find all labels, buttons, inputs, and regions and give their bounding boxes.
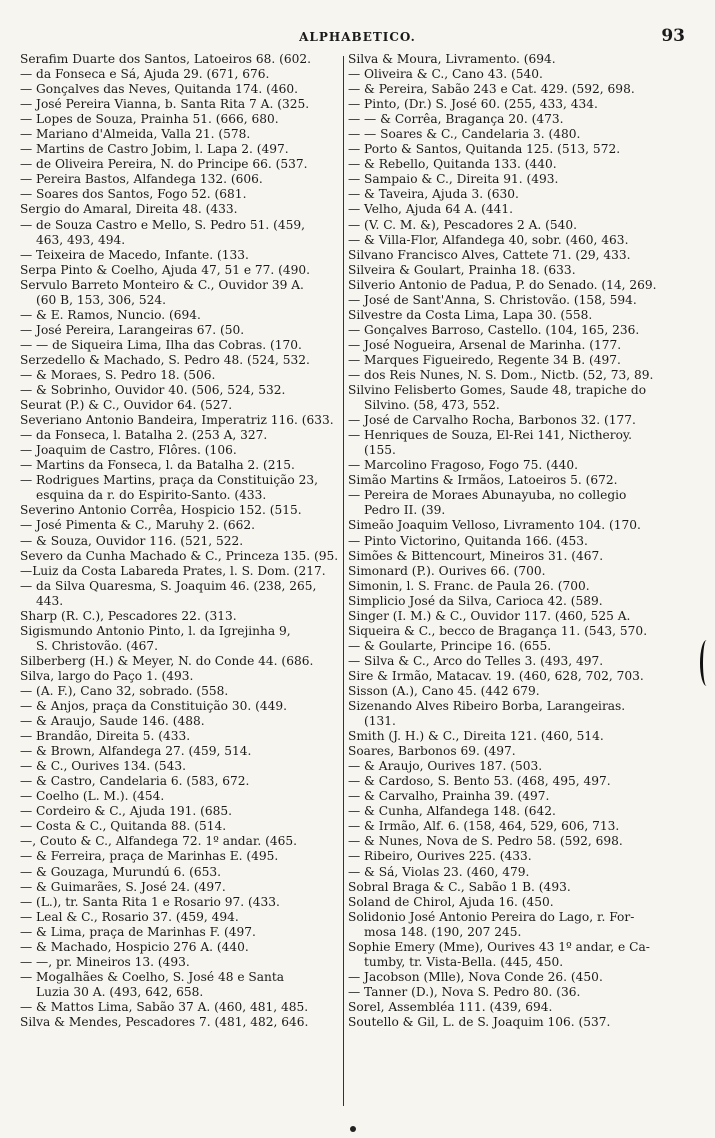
directory-entry: — & Cardoso, S. Bento 53. (468, 495, 497. <box>348 774 611 789</box>
directory-entry: — Lopes de Souza, Prainha 51. (666, 680. <box>20 112 279 127</box>
page-number: 93 <box>661 26 685 46</box>
directory-entry: — Pereira de Moraes Abunayuba, no collegio <box>348 488 627 503</box>
directory-entry: — Gonçalves das Neves, Quitanda 174. (460. <box>20 82 298 97</box>
footer-ornament <box>350 1126 356 1132</box>
directory-entry: Serpa Pinto & Coelho, Ajuda 47, 51 e 77. (490. <box>20 262 311 277</box>
directory-entry: — & Araujo, Ourives 187. (503. <box>348 759 543 774</box>
directory-entry: — Marques Figueiredo, Regente 34 B. (497. <box>348 352 621 367</box>
directory-entry: — de Oliveira Pereira, N. do Principe 66. (537. <box>20 157 308 172</box>
directory-entry: Silverio Antonio de Padua, P. do Senado. (14, 269. <box>348 277 657 292</box>
directory-entry: — (V. C. M. &), Pescadores 2 A. (540. <box>348 217 578 232</box>
directory-entry: Silberberg (H.) & Meyer, N. do Conde 44. (686. <box>20 653 314 668</box>
directory-entry: — Henriques de Souza, El-Rei 141, Nictheroy. <box>348 428 633 443</box>
directory-entry: — — de Siqueira Lima, Ilha das Cobras. (170. <box>20 337 302 352</box>
directory-entry-continuation: Luzia 30 A. (493, 642, 658. <box>36 984 204 999</box>
directory-entry: — & Irmão, Alf. 6. (158, 464, 529, 606, 713. <box>348 819 620 834</box>
directory-entry-continuation: (155. <box>364 443 396 458</box>
directory-entry: — — Soares & C., Candelaria 3. (480. <box>348 127 581 142</box>
directory-entry: — José de Carvalho Rocha, Barbonos 32. (177. <box>348 413 636 428</box>
directory-entry: Smith (J. H.) & C., Direita 121. (460, 514. <box>348 729 604 744</box>
directory-entry: — Coelho (L. M.). (454. <box>20 789 165 804</box>
right-column <box>348 52 693 1122</box>
directory-entry: Servulo Barreto Monteiro & C., Ouvidor 39 A. <box>20 277 304 292</box>
directory-entry: — & Moraes, S. Pedro 18. (506. <box>20 367 216 382</box>
directory-entry: Sergio do Amaral, Direita 48. (433. <box>20 202 238 217</box>
directory-entry: — & Cunha, Alfandega 148. (642. <box>348 804 556 819</box>
directory-entry: Sisson (A.), Cano 45. (442 679. <box>348 683 540 698</box>
directory-entry: — & Sá, Violas 23. (460, 479. <box>348 864 530 879</box>
directory-entry-continuation: tumby, tr. Vista-Bella. (445, 450. <box>364 954 564 969</box>
directory-entry-continuation: Pedro II. (39. <box>364 503 446 518</box>
directory-entry: — Mogalhães & Coelho, S. José 48 e Santa <box>20 969 285 984</box>
directory-entry: — —, pr. Mineiros 13. (493. <box>20 954 190 969</box>
directory-entry: Siqueira & C., becco de Bragança 11. (543, 570. <box>348 623 648 638</box>
directory-entry: Silvino Felisberto Gomes, Saude 48, trapiche do <box>348 383 647 398</box>
directory-entry: — & Carvalho, Prainha 39. (497. <box>348 789 550 804</box>
directory-entry: Silveira & Goulart, Prainha 18. (633. <box>348 262 576 277</box>
margin-bracket-mark <box>700 640 713 686</box>
directory-entry: Sharp (R. C.), Pescadores 22. (313. <box>20 608 237 623</box>
directory-entry-continuation: esquina da r. do Espirito-Santo. (433. <box>36 488 267 503</box>
directory-entry: — Marcolino Fragoso, Fogo 75. (440. <box>348 458 578 473</box>
directory-entry: Silva, largo do Paço 1. (493. <box>20 668 194 683</box>
directory-entry: — da Silva Quaresma, S. Joaquim 46. (238, 265, <box>20 578 317 593</box>
directory-entry: Solidonio José Antonio Pereira do Lago, r. For- <box>348 909 635 924</box>
directory-entry: Simonard (P.). Ourives 66. (700. <box>348 563 546 578</box>
directory-entry: Severo da Cunha Machado & C., Princeza 135. (95. <box>20 548 339 563</box>
directory-entry: — & Souza, Ouvidor 116. (521, 522. <box>20 533 244 548</box>
directory-entry: — Velho, Ajuda 64 A. (441. <box>348 202 513 217</box>
directory-entry: Singer (I. M.) & C., Ouvidor 117. (460, 525 A. <box>348 608 631 623</box>
directory-entry: —, Couto & C., Alfandega 72. 1º andar. (465. <box>20 834 297 849</box>
directory-entry: — & Nunes, Nova de S. Pedro 58. (592, 698. <box>348 834 623 849</box>
directory-entry: — Pereira Bastos, Alfandega 132. (606. <box>20 172 263 187</box>
directory-entry: Severiano Antonio Bandeira, Imperatriz 116. (633. <box>20 413 334 428</box>
directory-entry: — Costa & C., Quitanda 88. (514. <box>20 819 227 834</box>
directory-entry: Severino Antonio Corrêa, Hospicio 152. (515. <box>20 503 302 518</box>
left-column <box>20 52 342 1122</box>
directory-entry: — Gonçalves Barroso, Castello. (104, 165, 236. <box>348 322 640 337</box>
directory-entry: — & E. Ramos, Nuncio. (694. <box>20 307 201 322</box>
directory-entry: — dos Reis Nunes, N. S. Dom., Nictb. (52, 73, 89. <box>348 367 654 382</box>
directory-entry: — & Castro, Candelaria 6. (583, 672. <box>20 774 250 789</box>
directory-entry: Sophie Emery (Mme), Ourives 43 1º andar, e Ca- <box>348 939 650 954</box>
directory-entry: — & Sobrinho, Ouvidor 40. (506, 524, 532. <box>20 383 286 398</box>
directory-entry: — & Pereira, Sabão 243 e Cat. 429. (592, 698. <box>348 82 635 97</box>
directory-entry: Silva & Moura, Livramento. (694. <box>348 52 556 66</box>
directory-entry: — & Goularte, Principe 16. (655. <box>348 638 552 653</box>
directory-entry: — Martins da Fonseca, l. da Batalha 2. (215. <box>20 458 295 473</box>
directory-entry-continuation: Silvino. (58, 473, 552. <box>364 398 500 413</box>
directory-entry: — & Mattos Lima, Sabão 37 A. (460, 481, 485. <box>20 999 309 1014</box>
directory-entry: — José Nogueira, Arsenal de Marinha. (177. <box>348 337 622 352</box>
directory-entry: — Pinto Victorino, Quitanda 166. (453. <box>348 533 588 548</box>
directory-entry: — Martins de Castro Jobim, l. Lapa 2. (497. <box>20 142 289 157</box>
directory-entry: — Brandão, Direita 5. (433. <box>20 729 191 744</box>
directory-entry: — & Rebello, Quitanda 133. (440. <box>348 157 557 172</box>
directory-entry: Sizenando Alves Ribeiro Borba, Larangeiras. <box>348 699 626 714</box>
directory-entry: — Pinto, (Dr.) S. José 60. (255, 433, 434. <box>348 97 598 112</box>
directory-entry: — — & Corrêa, Bragança 20. (473. <box>348 112 564 127</box>
directory-entry: Seurat (P.) & C., Ouvidor 64. (527. <box>20 398 233 413</box>
directory-entry: Sigismundo Antonio Pinto, l. da Igrejinha 9, <box>20 623 291 638</box>
directory-entry: — José Pimenta & C., Maruhy 2. (662. <box>20 518 256 533</box>
directory-entry: — de Souza Castro e Mello, S. Pedro 51. (459, <box>20 217 306 232</box>
directory-entry: — Soares dos Santos, Fogo 52. (681. <box>20 187 247 202</box>
directory-entry: Serzedello & Machado, S. Pedro 48. (524, 532. <box>20 352 310 367</box>
directory-entry: Simeão Joaquim Velloso, Livramento 104. (170. <box>348 518 641 533</box>
directory-entry: —Luiz da Costa Labareda Prates, l. S. Dom. (217. <box>20 563 326 578</box>
directory-entry: — Rodrigues Martins, praça da Constituição 23, <box>20 473 319 488</box>
directory-entry: Simplicio José da Silva, Carioca 42. (589. <box>348 593 603 608</box>
directory-entry: — & Machado, Hospicio 276 A. (440. <box>20 939 249 954</box>
page-header <box>0 26 715 50</box>
directory-entry: — Silva & C., Arco do Telles 3. (493, 497. <box>348 653 604 668</box>
directory-entry: Simonin, l. S. Franc. de Paula 26. (700. <box>348 578 590 593</box>
directory-entry: Soutello & Gil, L. de S. Joaquim 106. (537. <box>348 1015 611 1029</box>
directory-entry: — Oliveira & C., Cano 43. (540. <box>348 67 543 82</box>
directory-entry: — Mariano d'Almeida, Valla 21. (578. <box>20 127 251 142</box>
directory-entry: — (L.), tr. Santa Rita 1 e Rosario 97. (433. <box>20 894 280 909</box>
directory-entry: — José Pereira, Larangeiras 67. (50. <box>20 322 245 337</box>
directory-entry: — & C., Ourives 134. (543. <box>20 759 186 774</box>
directory-entry: — Leal & C., Rosario 37. (459, 494. <box>20 909 239 924</box>
directory-entry: — & Brown, Alfandega 27. (459, 514. <box>20 744 252 759</box>
directory-entry: — & Ferreira, praça de Marinhas E. (495. <box>20 849 279 864</box>
directory-entry: — & Guimarães, S. José 24. (497. <box>20 879 226 894</box>
directory-entry: — & Lima, praça de Marinhas F. (497. <box>20 924 256 939</box>
directory-entry: — & Taveira, Ajuda 3. (630. <box>348 187 519 202</box>
directory-entry-continuation: (131. <box>364 714 396 729</box>
directory-entry: Soland de Chirol, Ajuda 16. (450. <box>348 894 554 909</box>
directory-entry: — Cordeiro & C., Ajuda 191. (685. <box>20 804 233 819</box>
directory-entry: — Joaquim de Castro, Flôres. (106. <box>20 443 237 458</box>
directory-entry: — Tanner (D.), Nova S. Pedro 80. (36. <box>348 984 581 999</box>
directory-entry: Soares, Barbonos 69. (497. <box>348 744 516 759</box>
directory-entry: Silva & Mendes, Pescadores 7. (481, 482, 646. <box>20 1015 309 1029</box>
directory-entry: Sobral Braga & C., Sabão 1 B. (493. <box>348 879 571 894</box>
directory-entry-continuation: S. Christovão. (467. <box>36 638 158 653</box>
directory-entry: — & Araujo, Saude 146. (488. <box>20 714 205 729</box>
directory-entry: — Sampaio & C., Direita 91. (493. <box>348 172 559 187</box>
directory-entry-continuation: 463, 493, 494. <box>36 232 126 247</box>
column-divider <box>343 56 344 1106</box>
directory-entry-continuation: (60 B, 153, 306, 524. <box>36 292 166 307</box>
directory-entry: Serafim Duarte dos Santos, Latoeiros 68. (602. <box>20 52 312 66</box>
directory-entry: — da Fonseca e Sá, Ajuda 29. (671, 676. <box>20 67 270 82</box>
directory-entry: Silvano Francisco Alves, Cattete 71. (29, 433. <box>348 247 631 262</box>
directory-entry: — José de Sant'Anna, S. Christovão. (158, 594. <box>348 292 637 307</box>
directory-entry: — Teixeira de Macedo, Infante. (133. <box>20 247 249 262</box>
directory-entry: — & Villa-Flor, Alfandega 40, sobr. (460, 463. <box>348 232 629 247</box>
directory-entry: Simões & Bittencourt, Mineiros 31. (467. <box>348 548 604 563</box>
directory-entry-continuation: mosa 148. (190, 207 245. <box>364 924 522 939</box>
directory-entry: — Porto & Santos, Quitanda 125. (513, 572. <box>348 142 621 157</box>
running-title: ALPHABETICO. <box>299 30 416 44</box>
directory-entry: Sire & Irmão, Matacav. 19. (460, 628, 702, 703. <box>348 668 644 683</box>
directory-entry: — & Anjos, praça da Constituição 30. (449. <box>20 699 288 714</box>
directory-entry: Silvestre da Costa Lima, Lapa 30. (558. <box>348 307 593 322</box>
directory-entry-continuation: 443. <box>36 593 64 608</box>
directory-entry: Simão Martins & Irmãos, Latoeiros 5. (672. <box>348 473 618 488</box>
directory-entry: — José Pereira Vianna, b. Santa Rita 7 A. (325. <box>20 97 310 112</box>
directory-entry: — (A. F.), Cano 32, sobrado. (558. <box>20 683 229 698</box>
directory-entry: — Jacobson (Mlle), Nova Conde 26. (450. <box>348 969 603 984</box>
directory-entry: Sorel, Assembléa 111. (439, 694. <box>348 999 553 1014</box>
directory-entry: — Ribeiro, Ourives 225. (433. <box>348 849 532 864</box>
directory-entry: — & Gouzaga, Murundú 6. (653. <box>20 864 221 879</box>
directory-entry: — da Fonseca, l. Batalha 2. (253 A, 327. <box>20 428 268 443</box>
